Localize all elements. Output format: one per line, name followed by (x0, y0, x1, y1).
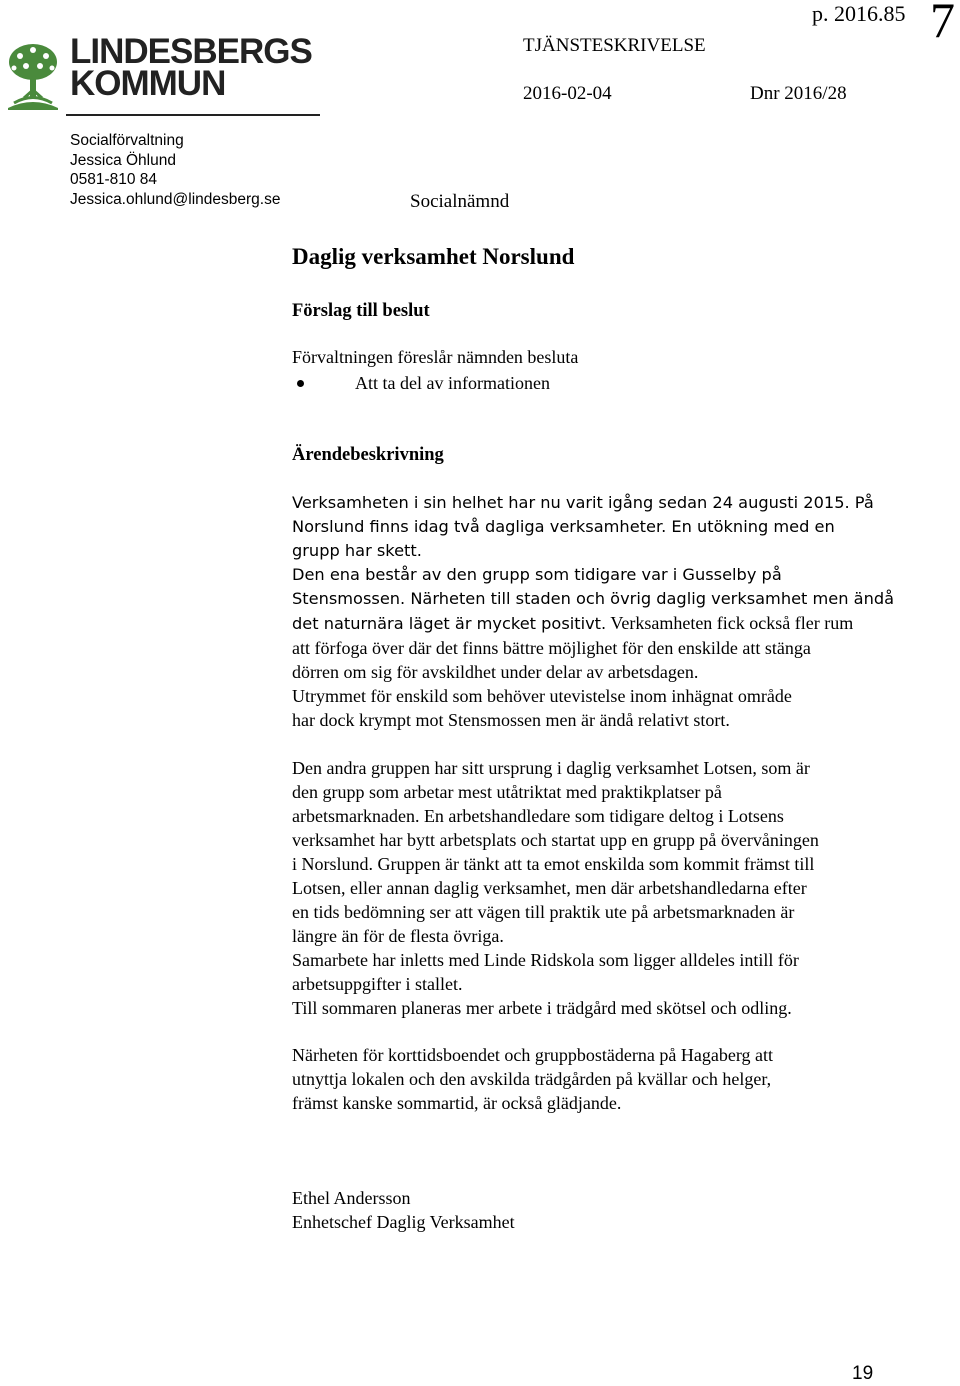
signature-block (292, 1186, 932, 1234)
body-line: arbetsmarknaden. En arbetshandledare som tidigare deltog i Lotsens (292, 806, 784, 826)
logo-line-1: LINDESBERGS (70, 32, 312, 71)
document-type: TJÄNSTESKRIVELSE (523, 35, 706, 56)
intro-line: Verksamheten i sin helhet har nu varit igång sedan 24 augusti 2015. På (292, 493, 874, 512)
body-line: Lotsen, eller annan daglig verksamhet, men där arbetshandledarna efter (292, 878, 807, 898)
sender-email[interactable]: Jessica.ohlund@lindesberg.se (70, 190, 281, 208)
document-dnr: Dnr 2016/28 (750, 83, 847, 104)
body-line: Utrymmet för enskild som behöver utevistelse inom inhägnat område (292, 686, 792, 706)
sender-info (70, 131, 280, 209)
description-heading: Ärendebeskrivning (292, 445, 444, 465)
body-line: Den andra gruppen har sitt ursprung i daglig verksamhet Lotsen, som är (292, 758, 810, 778)
body-line: Närheten för korttidsboendet och gruppbostäderna på Hagaberg att (292, 1045, 773, 1065)
paragraph-second-group (292, 756, 932, 1020)
mixed-line (292, 611, 932, 636)
body-line: Samarbete har inletts med Linde Ridskola som ligger alldeles intill för (292, 950, 799, 970)
body-line: främst kanske sommartid, är också glädjande. (292, 1093, 622, 1113)
paragraph-hagaberg (292, 1043, 932, 1115)
intro-line: grupp har skett. (292, 541, 422, 560)
body-line: arbetsuppgifter i stallet. (292, 974, 463, 994)
body-line: verksamhet har bytt arbetsplats och startat upp en grupp på övervåningen (292, 830, 819, 850)
intro-line: Den ena består av den grupp som tidigare var i Gusselby på (292, 565, 782, 584)
body-line: Till sommaren planeras mer arbete i trädgård med skötsel och odling. (292, 998, 792, 1018)
proposal-text: Förvaltningen föreslår nämnden besluta (292, 347, 579, 367)
mixed-line-start: det naturnära läget är mycket positivt. (292, 614, 607, 633)
body-line: har dock krympt mot Stensmossen men är ändå relativt stort. (292, 710, 730, 730)
document-title: Daglig verksamhet Norslund (292, 244, 575, 269)
intro-line: Stensmossen. Närheten till staden och övrig daglig verksamhet men ändå (292, 589, 895, 608)
bullet-dot (297, 380, 304, 387)
proposal-heading: Förslag till beslut (292, 301, 430, 321)
mixed-line-end: Verksamheten fick också fler rum (606, 613, 854, 633)
logo-line-2: KOMMUN (70, 64, 226, 103)
logo-wordmark (70, 32, 312, 103)
sender-department: Socialförvaltning (70, 132, 184, 149)
sender-name: Jessica Öhlund (70, 151, 176, 169)
tree-emblem-icon (4, 40, 62, 110)
body-line: att förfoga över där det finns bättre möjlighet för den enskilde att stänga (292, 638, 811, 658)
body-line: längre än för de flesta övriga. (292, 926, 504, 946)
body-line: i Norslund. Gruppen är tänkt att ta emot enskilda som kommit främst till (292, 854, 815, 874)
page-number: 19 (852, 1363, 874, 1384)
body-line: den grupp som arbetar mest utåtriktat med praktikplatser på (292, 782, 722, 802)
signature-title: Enhetschef Daglig Verksamhet (292, 1212, 515, 1232)
signature-name: Ethel Andersson (292, 1188, 411, 1208)
sender-phone: 0581-810 84 (70, 171, 158, 188)
intro-line: Norslund finns idag två dagliga verksamheter. En utökning med en (292, 517, 835, 536)
document-date: 2016-02-04 (523, 83, 612, 104)
item-number: 7 (930, 0, 955, 48)
logo-divider (66, 114, 320, 116)
recipient: Socialnämnd (410, 191, 510, 212)
body-line: en tids bedömning ser att vägen till praktik ute på arbetsmarknaden är (292, 902, 795, 922)
body-line: utnyttja lokalen och den avskilda trädgården på kvällar och helger, (292, 1069, 772, 1089)
description-intro (292, 491, 932, 732)
body-line: dörren om sig för avskildhet under delar av arbetsdagen. (292, 662, 699, 682)
page-reference: p. 2016.85 (812, 1, 906, 26)
proposal-bullet: Att ta del av informationen (355, 373, 550, 393)
municipality-logo (4, 32, 320, 118)
